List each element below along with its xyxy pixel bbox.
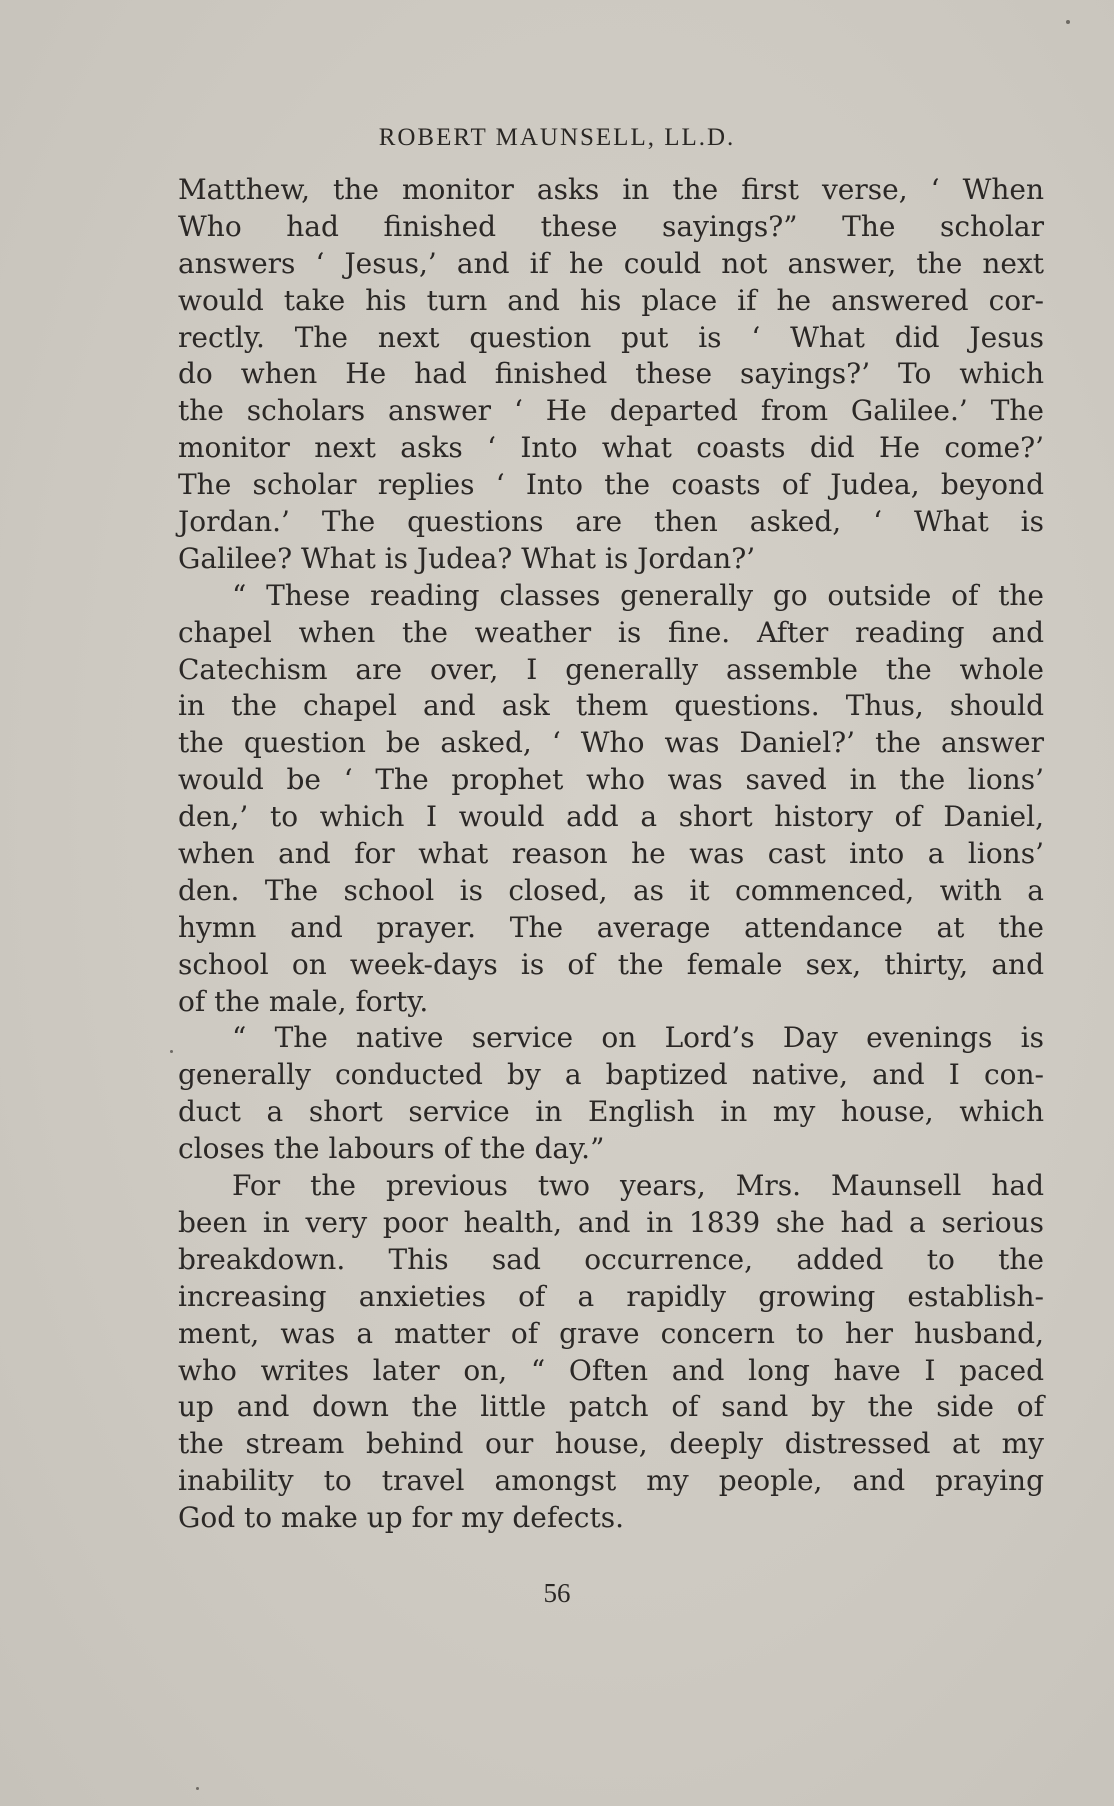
text-line: breakdown. This sad occurrence, added to the: [178, 1242, 1044, 1276]
text-line: monitor next asks ‘ Into what coasts did He come?’: [178, 431, 1044, 465]
text-line: of the male, forty.: [178, 984, 429, 1018]
text-line: Who had finished these sayings?” The scholar: [178, 209, 1044, 243]
text-line: in the chapel and ask them questions. Thus, should: [178, 689, 1044, 723]
text-line: den. The school is closed, as it commenced, with a: [178, 873, 1044, 907]
text-line: “ The native service on Lord’s Day evenings is: [232, 1021, 1044, 1055]
text-line: generally conducted by a baptized native, and I con-: [178, 1058, 1044, 1092]
text-line: do when He had finished these sayings?’ To which: [178, 357, 1044, 391]
paper-speck: [170, 1050, 173, 1053]
page-number: 56: [543, 1578, 571, 1608]
paper-speck: [1066, 20, 1070, 24]
text-line: The scholar replies ‘ Into the coasts of Judea, beyond: [178, 468, 1044, 502]
text-line: the stream behind our house, deeply distressed at my: [178, 1427, 1044, 1461]
text-line: school on week-days is of the female sex, thirty, and: [178, 947, 1044, 981]
text-line: Catechism are over, I generally assemble the whole: [178, 652, 1044, 686]
text-line: inability to travel amongst my people, and praying: [178, 1464, 1044, 1498]
text-line: Matthew, the monitor asks in the first verse, ‘ When: [178, 173, 1044, 206]
text-line: hymn and prayer. The average attendance at the: [178, 910, 1044, 944]
text-line: increasing anxieties of a rapidly growing establish-: [178, 1279, 1044, 1313]
paper-speck: [196, 1787, 199, 1790]
text-line: Jordan.’ The questions are then asked, ‘ What is: [178, 505, 1044, 539]
text-line: For the previous two years, Mrs. Maunsell had: [232, 1169, 1044, 1203]
text-line: God to make up for my defects.: [178, 1501, 625, 1535]
text-line: when and for what reason he was cast into a lions’: [178, 837, 1044, 871]
running-title: ROBERT MAUNSELL, LL.D.: [378, 124, 736, 151]
text-line: the question be asked, ‘ Who was Daniel?’ the answer: [178, 726, 1044, 760]
page-body-text: [178, 172, 1044, 1537]
text-line: up and down the little patch of sand by the side of: [178, 1390, 1044, 1424]
text-line: chapel when the weather is fine. After reading and: [178, 615, 1044, 649]
text-line: would take his turn and his place if he answered cor-: [178, 283, 1044, 317]
text-line: ment, was a matter of grave concern to her husband,: [178, 1316, 1044, 1350]
text-line: been in very poor health, and in 1839 she had a serious: [178, 1205, 1044, 1239]
text-line: would be ‘ The prophet who was saved in the lions’: [178, 763, 1044, 797]
text-line: “ These reading classes generally go outside of the: [232, 578, 1044, 612]
text-line: who writes later on, “ Often and long have I paced: [178, 1353, 1044, 1387]
text-line: rectly. The next question put is ‘ What did Jesus: [178, 320, 1044, 354]
text-line: answers ‘ Jesus,’ and if he could not answer, the next: [178, 246, 1044, 280]
text-line: den,’ to which I would add a short history of Daniel,: [178, 800, 1044, 834]
text-line: duct a short service in English in my house, which: [178, 1095, 1044, 1129]
text-line: the scholars answer ‘ He departed from Galilee.’ The: [178, 394, 1044, 428]
text-line: closes the labours of the day.”: [178, 1132, 605, 1166]
text-line: Galilee? What is Judea? What is Jordan?’: [178, 541, 756, 575]
